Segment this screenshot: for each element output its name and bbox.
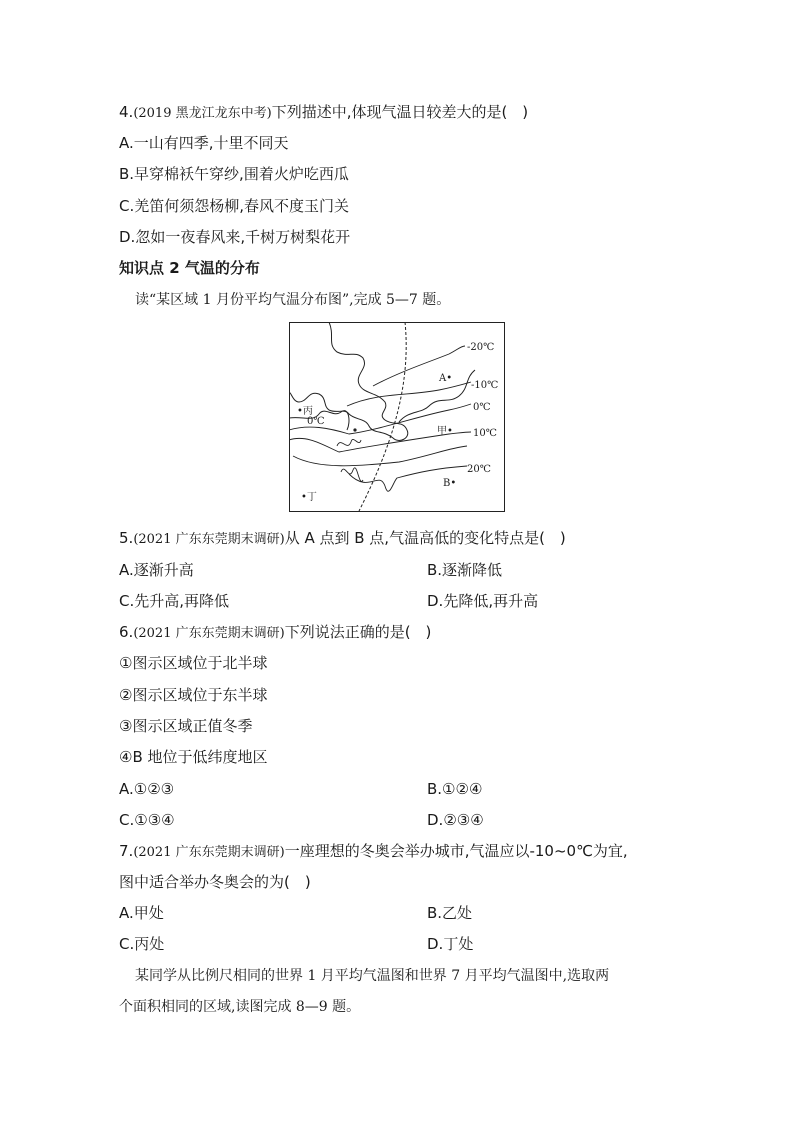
question-4-stem: 4.(2019 黑龙江龙东中考)下列描述中,体现气温日较差大的是( ) — [119, 103, 529, 121]
q6-option-b: B.①②④ — [427, 780, 483, 798]
isotherm-label: 10℃ — [473, 428, 497, 439]
q5-option-d: D.先降低,再升高 — [427, 592, 539, 610]
point-label-bing: •丙 — [297, 406, 313, 417]
point-label-a: A• — [439, 373, 453, 384]
isotherm-label: 0℃ — [473, 402, 491, 413]
isotherm-label: 20℃ — [467, 464, 491, 475]
q6-statement-3: ③图示区域正值冬季 — [119, 717, 253, 735]
intro-text-2: 某同学从比例尺相同的世界 1 月平均气温图和世界 7 月平均气温图中,选取两 — [135, 968, 610, 984]
question-7-stem-continued: 图中适合举办冬奥会的为( ) — [119, 873, 311, 891]
temperature-distribution-map — [289, 322, 505, 512]
question-6-stem: 6.(2021 广东东莞期末调研)下列说法正确的是( ) — [119, 623, 432, 641]
q7-option-c: C.丙处 — [119, 935, 165, 953]
unlabeled-point — [353, 428, 356, 431]
question-source: (2021 广东东莞期末调研) — [133, 845, 285, 860]
question-source: (2021 广东东莞期末调研) — [133, 626, 285, 641]
isotherm-label: -20℃ — [467, 342, 495, 353]
question-7-stem: 7.(2021 广东东莞期末调研)一座理想的冬奥会举办城市,气温应以-10~0℃为宜, — [119, 842, 628, 860]
q7-option-b: B.乙处 — [427, 904, 473, 922]
isotherm-label: -10℃ — [471, 380, 499, 391]
point-label-jia: 甲• — [437, 426, 453, 437]
q4-option-b: B.早穿棉袄午穿纱,围着火炉吃西瓜 — [119, 165, 349, 183]
q4-option-a: A.一山有四季,十里不同天 — [119, 134, 289, 152]
q5-option-b: B.逐渐降低 — [427, 561, 503, 579]
q5-option-a: A.逐渐升高 — [119, 561, 194, 579]
intro-text-1: 读“某区域 1 月份平均气温分布图”,完成 5—7 题。 — [135, 292, 451, 308]
q6-statement-1: ①图示区域位于北半球 — [119, 654, 268, 672]
point-label-b: B• — [443, 478, 457, 489]
q4-option-c: C.羌笛何须怨杨柳,春风不度玉门关 — [119, 197, 350, 215]
q7-option-a: A.甲处 — [119, 904, 164, 922]
section-heading: 知识点 2 气温的分布 — [119, 259, 260, 277]
q6-option-d: D.②③④ — [427, 811, 484, 829]
isotherm-label: 0℃ — [307, 416, 325, 427]
q6-option-a: A.①②③ — [119, 780, 175, 798]
q6-option-c: C.①③④ — [119, 811, 175, 829]
question-source: (2019 黑龙江龙东中考) — [133, 106, 272, 121]
q4-option-d: D.忽如一夜春风来,千树万树梨花开 — [119, 228, 351, 246]
intro-text-2-continued: 个面积相同的区域,读图完成 8—9 题。 — [119, 999, 361, 1015]
q7-option-d: D.丁处 — [427, 935, 474, 953]
question-5-stem: 5.(2021 广东东莞期末调研)从 A 点到 B 点,气温高低的变化特点是( ) — [119, 529, 566, 547]
q6-statement-4: ④B 地位于低纬度地区 — [119, 748, 268, 766]
question-source: (2021 广东东莞期末调研) — [133, 532, 285, 547]
point-label-ding: •丁 — [301, 492, 317, 503]
q5-option-c: C.先升高,再降低 — [119, 592, 230, 610]
q6-statement-2: ②图示区域位于东半球 — [119, 686, 268, 704]
